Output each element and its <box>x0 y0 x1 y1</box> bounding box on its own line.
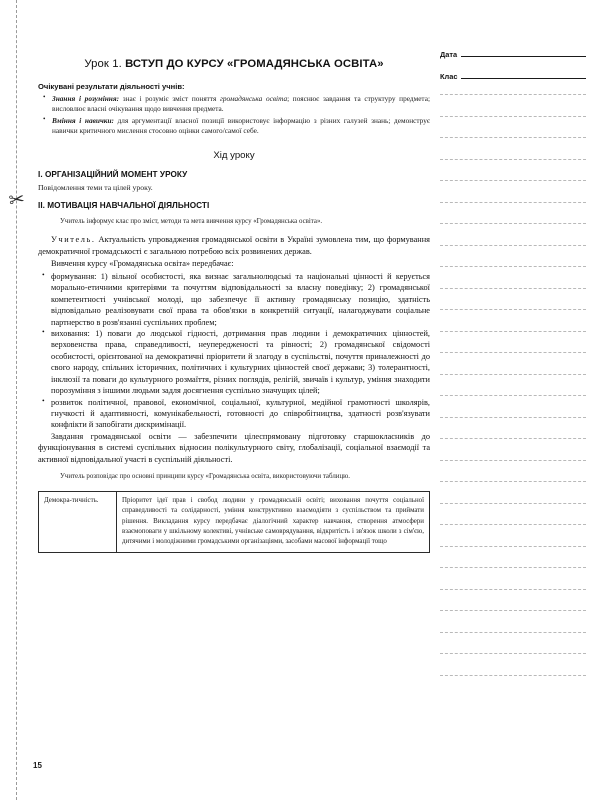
rule-line[interactable] <box>440 503 586 504</box>
lead-in-text: Вивчення курсу «Громадянська освіта» передбачає: <box>51 259 234 269</box>
section-2-heading: II. МОТИВАЦІЯ НАВЧАЛЬНОЇ ДІЯЛЬНОСТІ <box>38 201 210 211</box>
outcomes-heading: Очікувані результати діяльності учнів: <box>38 82 185 91</box>
class-label: Клас <box>440 72 458 81</box>
list-item: • формування: 1) вільної особистості, яка визнає загальнолюдські та національні цінності й керується морально-етичними критеріями та почуттям відповідальності за власну поведінку; 2) громадянської компетентності учнівської молоді, що забезпечує її активну громадянську позицію, здатність відповідально реалізовувати свої права та обов'язки в конкретній ситуації, налагоджувати соціальне партнерство в розв'язанні суспільних проблем; <box>51 271 430 328</box>
date-field-row[interactable] <box>440 50 586 59</box>
rule-line[interactable] <box>440 481 586 482</box>
rule-line[interactable] <box>440 589 586 590</box>
table-row <box>39 492 430 553</box>
perforation-cut-line <box>16 0 17 800</box>
scissors-icon: ✂ <box>7 189 27 213</box>
rule-line[interactable] <box>440 331 586 332</box>
outcome-text-before: для аргументації власної позиції використовує інформацію з різних галузей знань; демонструє навички критичного мислення стосовно оцінки самого/самої себе. <box>52 115 430 136</box>
outcome-text-after: ; пояснює завдання та структуру предмета; висловлює власні очікування щодо вивчення предмета. <box>52 94 430 114</box>
teacher-paragraph-text: Актуальність упровадження громадянської освіти в Україні зумовлена тим, що формування демократичної громадськості є загальною потребою всіх розвинених держав. <box>38 235 430 256</box>
rule-line[interactable] <box>440 610 586 611</box>
rule-line[interactable] <box>440 288 586 289</box>
rule-line[interactable] <box>440 675 586 676</box>
rule-line[interactable] <box>440 159 586 160</box>
rule-line[interactable] <box>440 94 586 95</box>
rule-line[interactable] <box>440 352 586 353</box>
rule-line[interactable] <box>440 266 586 267</box>
rule-line[interactable] <box>440 245 586 246</box>
list-item: • виховання: 1) поваги до людської гідності, дотримання прав людини і демократичних цінностей, верховенства права, справедливості, неупередженості та рівності; 2) громадянської свідомості особистості, орієнтованої на демократичні пріоритети й злагоду в суспільстві, почуття приналежності до свого народу, спільних історичних, політичних і культурних цінностей своєї держави; 3) толерантності, інклюзії та поваги до культурного розмаїття, різних поглядів, релігій, звичаїв і культур, уміння знаходити порозуміння з іншими людьми задля досягнення суспільно значущих цілей; <box>51 328 430 397</box>
list-item <box>52 94 430 115</box>
teacher-paragraph <box>38 234 430 257</box>
list-item: • розвиток політичної, правової, економічної, соціальної, культурної, медійної грамотності школярів, гнучкості й адаптивності, комунікабельності, готовності до співробітництва, здатності розв'язувати конфлікти й запобігати дискримінації. <box>51 397 430 431</box>
main-content-column <box>38 50 430 553</box>
rule-line[interactable] <box>440 223 586 224</box>
date-input-line[interactable] <box>461 56 586 57</box>
lesson-flow-heading: Хід уроку <box>213 150 255 162</box>
date-label: Дата <box>440 50 458 59</box>
rule-line[interactable] <box>440 309 586 310</box>
rule-line[interactable] <box>440 460 586 461</box>
outcomes-list <box>38 94 430 136</box>
class-input-line[interactable] <box>461 78 586 79</box>
lesson-title-text: ВСТУП ДО КУРСУ «ГРОМАДЯНСЬКА ОСВІТА» <box>125 58 384 70</box>
rule-line[interactable] <box>440 374 586 375</box>
note-margin <box>440 50 586 696</box>
table-cell-principle: Демокра-тичність. <box>39 492 117 553</box>
table-cell-description: Пріоритет ідеї прав і свобод людини у громадянській освіті; виховання почуття соціальної справедливості та солідарності, уміння конструктивно взаємодіяти з суспільством та приймати рішення. Викладання курсу передбачає діалогічний характер навчання, створення атмосфери взаємоповаги у шкільному колективі, учнівське самоврядування, відкритість і зв'язок школи з сім'єю, дитячими і молодіжними громадськими організаціями, засобами масової інформації тощо <box>117 492 430 553</box>
principles-bullet-list <box>38 271 430 431</box>
teacher-label: Учитель. <box>51 235 96 245</box>
section-1-heading: I. ОРГАНІЗАЦІЙНИЙ МОМЕНТ УРОКУ <box>38 170 188 180</box>
section-2-note: Учитель інформує клас про зміст, методи та мета вивчення курсу «Громадянська освіта». <box>60 218 323 226</box>
list-item <box>52 116 430 137</box>
rule-line[interactable] <box>440 653 586 654</box>
rule-line[interactable] <box>440 567 586 568</box>
rule-line[interactable] <box>440 417 586 418</box>
outcome-lead: Знання і розуміння: <box>52 94 120 103</box>
table-intro-note: Учитель розповідає про основні принципи курсу «Громадянська освіта, використовуючи таблицю. <box>60 473 350 481</box>
rule-line[interactable] <box>440 438 586 439</box>
rule-line[interactable] <box>440 116 586 117</box>
closing-paragraph: Завдання громадянської освіти — забезпечити цілеспрямовану підготовку старшокласників до функціонування в системі суспільних відносин полікультурного світу, глобалізації, соціальної взаємодії та активної відповідальної участі в суспільній діяльності. <box>38 431 430 464</box>
page-number: 15 <box>33 761 42 770</box>
section-1-text: Повідомлення теми та цілей уроку. <box>38 183 153 193</box>
rule-line[interactable] <box>440 395 586 396</box>
rule-line[interactable] <box>440 546 586 547</box>
outcome-lead: Вміння і навички: <box>52 115 114 125</box>
outcome-text-before: знає і розуміє зміст поняття <box>119 94 220 103</box>
rule-line[interactable] <box>440 137 586 138</box>
rule-line[interactable] <box>440 632 586 633</box>
outcome-term: громадянська освіта <box>220 94 288 103</box>
rule-line[interactable] <box>440 524 586 525</box>
principles-table <box>38 491 430 553</box>
ruled-lines[interactable] <box>440 94 586 676</box>
lesson-number: Урок 1. <box>84 58 122 70</box>
rule-line[interactable] <box>440 180 586 181</box>
class-field-row[interactable] <box>440 72 586 81</box>
page-title <box>38 58 430 70</box>
rule-line[interactable] <box>440 202 586 203</box>
